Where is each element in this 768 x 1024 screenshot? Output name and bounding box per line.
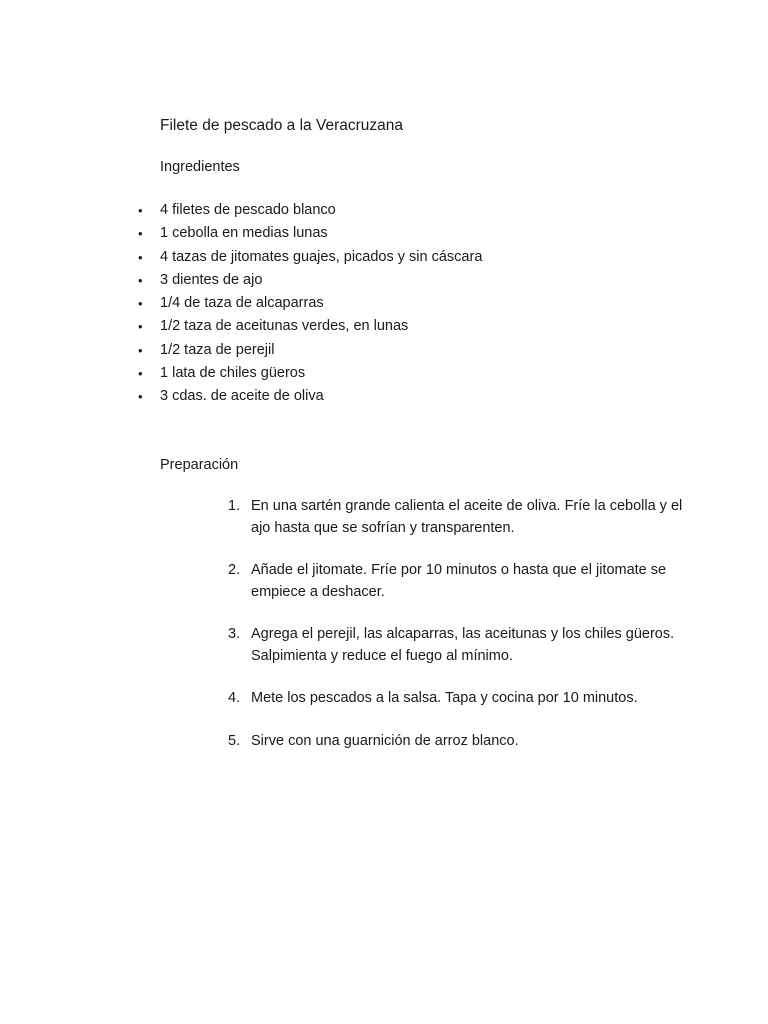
step-item [0,496,701,539]
ingredient-item [0,200,482,223]
ingredient-text: 4 filetes de pescado blanco [160,202,336,218]
bullet-icon: • [138,342,143,358]
bullet-icon: • [138,319,143,335]
ingredient-text: 1/2 taza de aceitunas verdes, en lunas [160,318,409,335]
step-item [0,688,701,710]
step-item [0,731,701,753]
ingredient-text: 1 lata de chiles güeros [160,365,306,382]
step-text: Sirve con una guarnición de arroz blanco. [251,732,519,749]
ingredient-item [0,270,482,293]
ingredient-text: 4 tazas de jitomates guajes, picados y sin cáscara [160,248,483,265]
bullet-icon: • [138,203,143,218]
ingredients-heading: Ingredientes [160,159,240,175]
bullet-icon: • [138,389,143,405]
step-item [0,560,701,603]
ingredient-item [0,340,482,363]
step-number: 1. [228,498,241,514]
ingredient-item [0,316,482,339]
recipe-title: Filete de pescado a la Veracruzana [160,117,403,134]
bullet-icon: • [138,226,143,242]
step-item [0,624,701,667]
step-text: En una sartén grande calienta el aceite de oliva. Fríe la cebolla y el ajo hasta que se sofrían y transparenten. [251,498,683,536]
step-text: Mete los pescados a la salsa. Tapa y cocina por 10 minutos. [251,690,638,706]
ingredients-list [0,200,482,410]
ingredient-text: 1 cebolla en medias lunas [160,225,328,242]
bullet-icon: • [138,296,143,312]
ingredient-text: 3 cdas. de aceite de oliva [160,388,324,405]
ingredient-text: 1/2 taza de perejil [160,341,275,358]
step-number: 4. [228,690,241,706]
ingredient-text: 3 dientes de ajo [160,271,263,288]
ingredient-item [0,223,482,246]
bullet-icon: • [138,272,143,288]
step-number: 2. [228,562,241,578]
bullet-icon: • [138,366,143,382]
step-text: Agrega el perejil, las alcaparras, las aceitunas y los chiles güeros. Salpimienta y reduce el fuego al mínimo. [251,626,675,664]
ingredient-item [0,293,482,316]
preparation-steps [0,496,701,773]
ingredient-item [0,386,482,409]
bullet-icon: • [138,249,143,265]
step-number: 3. [228,626,241,642]
step-number: 5. [228,732,241,749]
ingredient-item [0,247,482,270]
preparation-heading: Preparación [160,457,239,473]
ingredient-text: 1/4 de taza de alcaparras [160,295,324,312]
step-text: Añade el jitomate. Fríe por 10 minutos o hasta que el jitomate se empiece a deshacer. [251,562,667,600]
ingredient-item [0,363,482,386]
